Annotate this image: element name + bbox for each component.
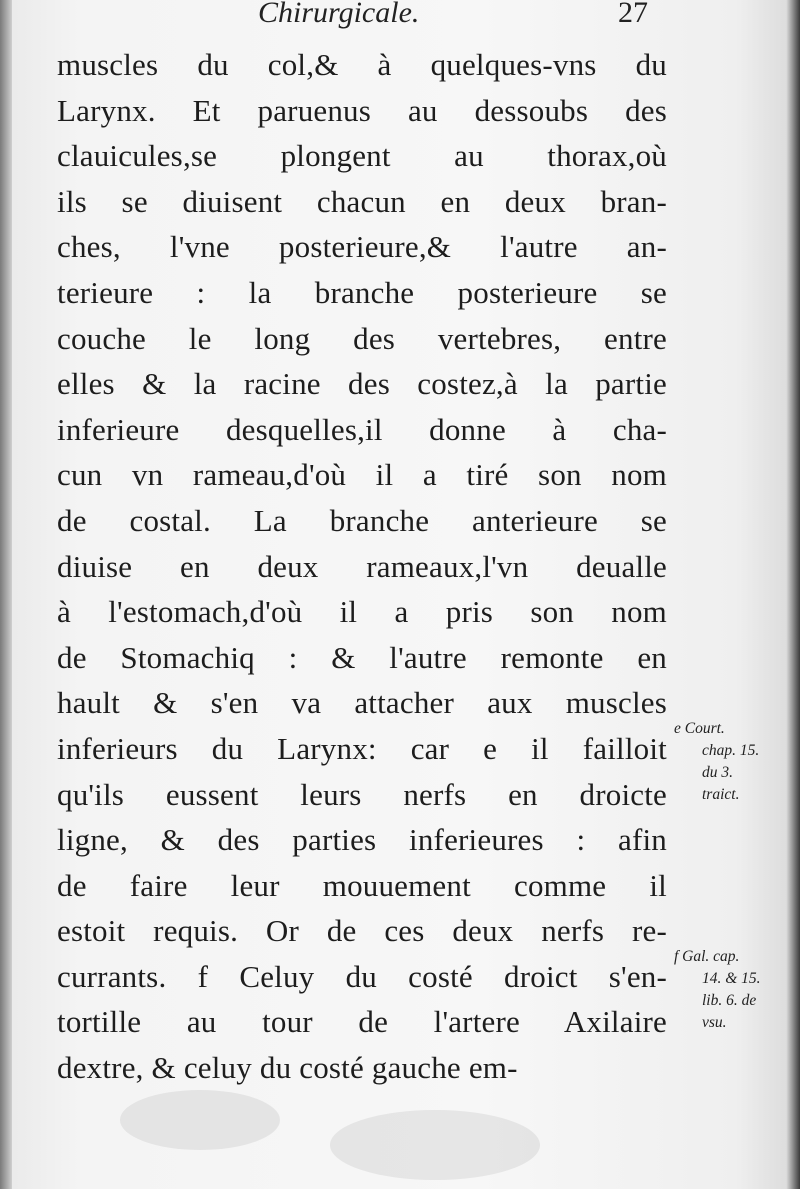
- text-line: ligne, & des parties inferieures : afin: [57, 822, 667, 858]
- text-line: ches, l'vne posterieure,& l'autre an-: [57, 229, 667, 265]
- page-header: [0, 0, 800, 36]
- margin-note-line: 14. & 15.: [702, 970, 761, 987]
- paper-stain: [120, 1090, 280, 1150]
- text-line: Larynx. Et paruenus au dessoubs des: [57, 92, 667, 128]
- page-number: 27: [618, 0, 648, 29]
- margin-note-line: lib. 6. de: [702, 992, 757, 1009]
- text-line: elles & la racine des costez,à la partie: [57, 366, 667, 402]
- text-line: diuise en deux rameaux,l'vn deualle: [57, 548, 667, 584]
- text-line: ils se diuisent chacun en deux bran-: [57, 183, 667, 219]
- margin-note-line: e Court.: [674, 720, 725, 737]
- margin-note-line: traict.: [702, 786, 740, 803]
- text-line: cun vn rameau,d'où il a tiré son nom: [57, 457, 667, 493]
- margin-note-line: vsu.: [702, 1014, 727, 1031]
- text-line: inferieure desquelles,il donne à cha-: [57, 411, 667, 447]
- text-line: de costal. La branche anterieure se: [57, 502, 667, 538]
- text-line: qu'ils eussent leurs nerfs en droicte: [57, 776, 667, 812]
- text-line: currants. f Celuy du costé droict s'en-: [57, 958, 667, 994]
- text-line: estoit requis. Or de ces deux nerfs re-: [57, 913, 667, 949]
- body-text: [57, 42, 667, 1091]
- margin-note-line: chap. 15.: [702, 742, 760, 759]
- text-line: clauicules,se plongent au thorax,où: [57, 138, 667, 174]
- margin-note-line: du 3.: [702, 764, 733, 781]
- text-line: terieure : la branche posterieure se: [57, 274, 667, 310]
- text-line: dextre, & celuy du costé gauche em-: [57, 1050, 518, 1086]
- text-line: tortille au tour de l'artere Axilaire: [57, 1004, 667, 1040]
- paper-stain: [330, 1110, 540, 1180]
- margin-note-line: f Gal. cap.: [674, 948, 740, 965]
- text-line: inferieurs du Larynx: car e il failloit: [57, 730, 667, 766]
- text-line: de Stomachiq : & l'autre remonte en: [57, 639, 667, 675]
- text-line: muscles du col,& à quelques-vns du: [57, 47, 667, 82]
- margin-note-f: [674, 946, 792, 1034]
- text-line: à l'estomach,d'où il a pris son nom: [57, 594, 667, 630]
- text-line: couche le long des vertebres, entre: [57, 320, 667, 356]
- margin-note-e: [674, 718, 792, 806]
- running-head: Chirurgicale.: [258, 0, 420, 29]
- text-line: hault & s'en va attacher aux muscles: [57, 685, 667, 721]
- text-line: de faire leur mouuement comme il: [57, 867, 667, 903]
